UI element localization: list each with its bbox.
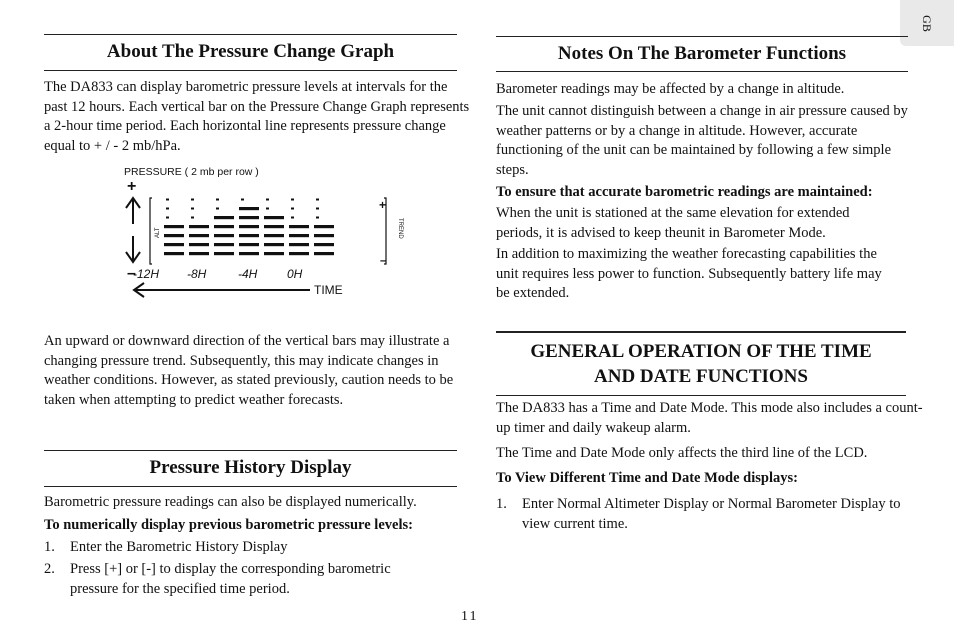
minus-sign: – bbox=[127, 265, 136, 282]
general-bold: To View Different Time and Date Mode displays: bbox=[496, 470, 798, 486]
step-text: Press [+] or [-] to display the corresponding barometric pressure for the specified time period. bbox=[70, 561, 391, 597]
graph-bar-segment bbox=[239, 234, 259, 237]
graph-dot bbox=[291, 208, 294, 210]
language-tab bbox=[900, 0, 954, 46]
graph-bar-segment bbox=[214, 252, 234, 255]
graph-dot bbox=[191, 199, 194, 201]
notes-rule-bottom bbox=[496, 71, 908, 72]
history-bold: To numerically display previous barometric pressure levels: bbox=[44, 517, 413, 533]
step-number: 1. bbox=[44, 539, 55, 555]
general-p1: The DA833 has a Time and Date Mode. This mode also includes a count-up timer and daily wakeup alarm. bbox=[496, 400, 923, 436]
graph-bar-segment bbox=[239, 252, 259, 255]
graph-dot bbox=[166, 199, 169, 201]
about-graph-body: The DA833 can display barometric pressure levels at intervals for the past 12 hours. Each vertical bar on the Pressure Change Graph represents a 2-hour time period. Each horizontal line represents pressure change equal to + / - 2 mb/hPa. bbox=[44, 79, 470, 154]
graph-dot bbox=[166, 217, 169, 219]
graph-bar-segment bbox=[239, 225, 259, 228]
time-label: TIME bbox=[314, 283, 343, 297]
graph-dot bbox=[316, 199, 319, 201]
graph-bar-segment bbox=[214, 225, 234, 228]
graph-bar-segment bbox=[314, 243, 334, 246]
trend-paragraph: An upward or downward direction of the vertical bars may illustrate a changing pressure trend. Subsequently, this may indicate changes in weather conditions. However, as stated previously, caution needs to be taken when attempting to predict weather forecasts. bbox=[44, 333, 454, 408]
general-p2: The Time and Date Mode only affects the third line of the LCD. bbox=[496, 445, 868, 461]
graph-bar-segment bbox=[264, 234, 284, 237]
down-arrow-icon bbox=[126, 236, 140, 262]
graph-bar-segment bbox=[314, 225, 334, 228]
graph-tick-label: -8H bbox=[187, 267, 207, 281]
graph-bar-segment bbox=[264, 216, 284, 219]
graph-bar-segment bbox=[264, 225, 284, 228]
pressure-label: PRESSURE ( 2 mb per row ) bbox=[124, 166, 259, 178]
graph-bar-segment bbox=[214, 243, 234, 246]
notes-bold: To ensure that accurate barometric readings are maintained: bbox=[496, 184, 873, 200]
right-plus-sign: + bbox=[379, 198, 387, 212]
graph-bar-segment bbox=[289, 252, 309, 255]
notes-p1: Barometer readings may be affected by a change in altitude. bbox=[496, 81, 845, 97]
notes-p2: The unit cannot distinguish between a change in air pressure caused by weather patterns or by a change in altitude. However, accurate functioning of the unit can be maintained by following a few simple steps. bbox=[496, 103, 908, 178]
general-title-line1: GENERAL OPERATION OF THE TIME bbox=[530, 341, 872, 362]
graph-tick-label: 0H bbox=[287, 267, 303, 281]
graph-dot bbox=[191, 217, 194, 219]
step-number: 2. bbox=[44, 561, 55, 577]
step-text: Enter the Barometric History Display bbox=[70, 539, 288, 555]
graph-bar-segment bbox=[164, 252, 184, 255]
graph-bar-segment bbox=[314, 234, 334, 237]
section-rule-top bbox=[44, 34, 457, 35]
section-rule-bottom bbox=[44, 70, 457, 71]
history-intro: Barometric pressure readings can also be displayed numerically. bbox=[44, 494, 417, 510]
notes-p3: When the unit is stationed at the same elevation for extended periods, it is advised to keep theunit in Barometer Mode. bbox=[496, 205, 850, 241]
general-rule-top bbox=[496, 331, 906, 333]
graph-dot bbox=[266, 208, 269, 210]
graph-bar-segment bbox=[164, 243, 184, 246]
graph-bar-segment bbox=[214, 234, 234, 237]
graph-dot bbox=[216, 208, 219, 210]
notes-p4: In addition to maximizing the weather forecasting capabilities the unit requires less power to function. Subsequently battery life may be extended. bbox=[496, 246, 882, 301]
history-rule-top bbox=[44, 450, 457, 451]
graph-bar-segment bbox=[189, 243, 209, 246]
graph-dot bbox=[266, 199, 269, 201]
left-bracket bbox=[150, 198, 152, 264]
graph-bar-segment bbox=[164, 234, 184, 237]
alt-label: ALT bbox=[155, 227, 161, 238]
plus-sign: + bbox=[127, 178, 137, 195]
graph-bar-segment bbox=[164, 225, 184, 228]
general-title-line2: AND DATE FUNCTIONS bbox=[594, 366, 808, 387]
graph-tick-label: -4H bbox=[238, 267, 258, 281]
graph-bar-segment bbox=[289, 243, 309, 246]
graph-bar-segment bbox=[239, 207, 259, 210]
up-arrow-icon bbox=[126, 198, 140, 224]
step-text: Enter Normal Altimeter Display or Normal Barometer Display to view current time. bbox=[522, 496, 901, 532]
right-minus-sign: – bbox=[380, 253, 387, 267]
graph-bar-segment bbox=[239, 216, 259, 219]
page-number: 11 bbox=[461, 609, 479, 624]
time-arrow-icon bbox=[134, 283, 310, 297]
notes-title: Notes On The Barometer Functions bbox=[557, 43, 847, 64]
language-tab-label: GB bbox=[919, 15, 934, 32]
trend-label: TREND bbox=[397, 218, 403, 239]
graph-ticks bbox=[133, 267, 303, 281]
graph-dot bbox=[316, 217, 319, 219]
graph-dot bbox=[316, 208, 319, 210]
graph-dot bbox=[191, 208, 194, 210]
graph-dot bbox=[291, 217, 294, 219]
graph-bar-segment bbox=[214, 216, 234, 219]
graph-bar-segment bbox=[239, 243, 259, 246]
graph-bar-segment bbox=[264, 252, 284, 255]
general-rule-bottom bbox=[496, 395, 906, 396]
step-number: 1. bbox=[496, 496, 507, 512]
graph-bars bbox=[164, 199, 334, 256]
graph-bar-segment bbox=[264, 243, 284, 246]
graph-bar-segment bbox=[189, 225, 209, 228]
graph-dot bbox=[216, 199, 219, 201]
graph-bar-segment bbox=[289, 225, 309, 228]
graph-dot bbox=[291, 199, 294, 201]
about-graph-title: About The Pressure Change Graph bbox=[106, 41, 395, 62]
history-rule-bottom bbox=[44, 486, 457, 487]
graph-bar-segment bbox=[189, 234, 209, 237]
graph-bar-segment bbox=[314, 252, 334, 255]
history-title: Pressure History Display bbox=[149, 457, 352, 478]
graph-tick-label: -12H bbox=[133, 267, 160, 281]
notes-rule-top bbox=[496, 36, 908, 37]
graph-bar-segment bbox=[289, 234, 309, 237]
graph-bar-segment bbox=[189, 252, 209, 255]
graph-dot bbox=[241, 199, 244, 201]
pressure-change-graph bbox=[120, 160, 403, 300]
graph-dot bbox=[166, 208, 169, 210]
